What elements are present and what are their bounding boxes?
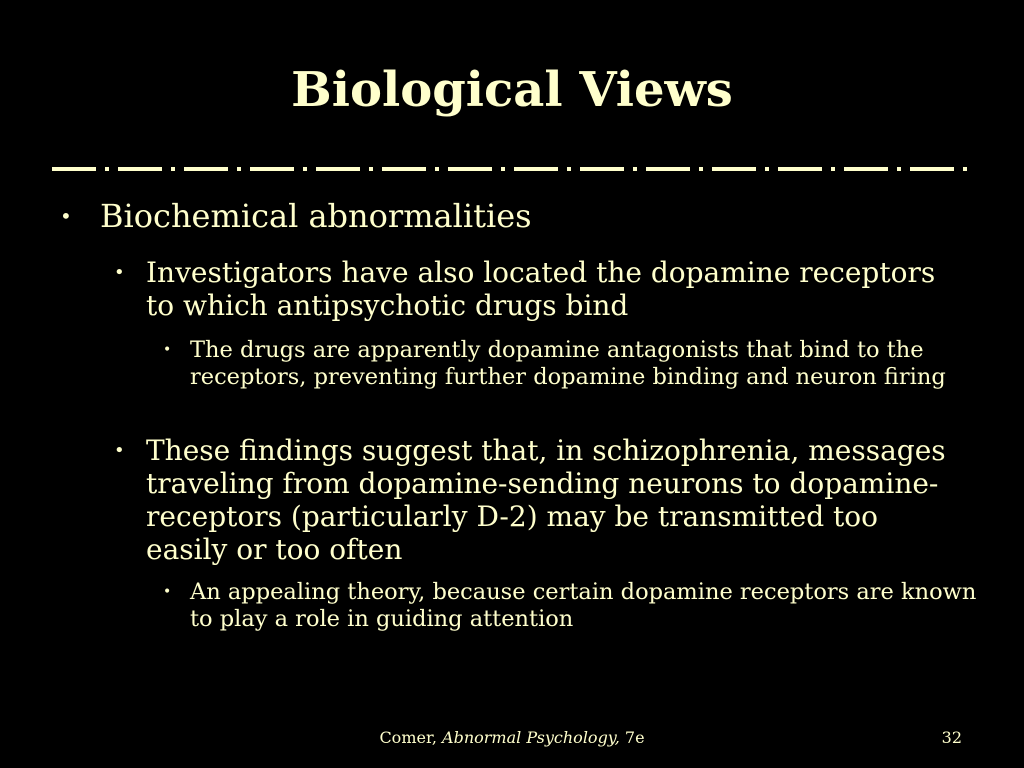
divider-dash [910, 167, 954, 171]
bullet-level2 [114, 256, 966, 322]
title-divider [52, 164, 972, 174]
bullet-text: These findings suggest that, in schizophrenia, messages traveling from dopamine-sending neurons to dopamine-receptors (particularly D-2) may be transmitted too easily or too often [146, 434, 946, 566]
bullet-dot: • [114, 440, 125, 461]
divider-dot [171, 167, 175, 171]
bullet-dot: • [163, 584, 172, 600]
divider-dash [844, 167, 888, 171]
divider-dash [382, 167, 426, 171]
divider-dot [237, 167, 241, 171]
divider-dash [712, 167, 756, 171]
divider-dot [303, 167, 307, 171]
divider-dot [435, 167, 439, 171]
bullet-text: Investigators have also located the dopamine receptors to which antipsychotic drugs bind [146, 256, 936, 322]
slide-title: Biological Views [291, 62, 733, 118]
divider-dash [184, 167, 228, 171]
footer-citation [0, 728, 1024, 748]
divider-dash [250, 167, 294, 171]
divider-dot [963, 167, 967, 171]
page-number: 32 [941, 728, 962, 747]
bullet-dot: • [114, 262, 125, 283]
divider-dash [580, 167, 624, 171]
bullet-level3 [163, 337, 980, 391]
bullet-text: The drugs are apparently dopamine antagonists that bind to the receptors, preventing further dopamine binding and neuron firing [190, 337, 946, 390]
divider-dash [514, 167, 558, 171]
divider-dash [316, 167, 360, 171]
divider-dot [765, 167, 769, 171]
divider-dash [118, 167, 162, 171]
bullet-text: An appealing theory, because certain dopamine receptors are known to play a role in guiding attention [190, 579, 977, 632]
divider-dash [646, 167, 690, 171]
bullet-level3 [163, 579, 980, 633]
divider-dot [699, 167, 703, 171]
divider-dot [831, 167, 835, 171]
bullet-level1 [60, 194, 980, 238]
divider-dash [52, 167, 96, 171]
footer-book-title: Abnormal Psychology, [442, 728, 620, 747]
footer-edition: 7e [624, 728, 645, 747]
divider-dot [501, 167, 505, 171]
divider-dot [897, 167, 901, 171]
divider-dash [778, 167, 822, 171]
divider-dot [567, 167, 571, 171]
bullet-dot: • [163, 342, 172, 358]
bullet-level2 [114, 434, 966, 566]
divider-dot [633, 167, 637, 171]
footer-author: Comer, [379, 728, 437, 747]
divider-dot [105, 167, 109, 171]
bullet-text: Biochemical abnormalities [100, 197, 532, 235]
divider-dash [448, 167, 492, 171]
bullet-dot: • [60, 204, 72, 228]
divider-dot [369, 167, 373, 171]
